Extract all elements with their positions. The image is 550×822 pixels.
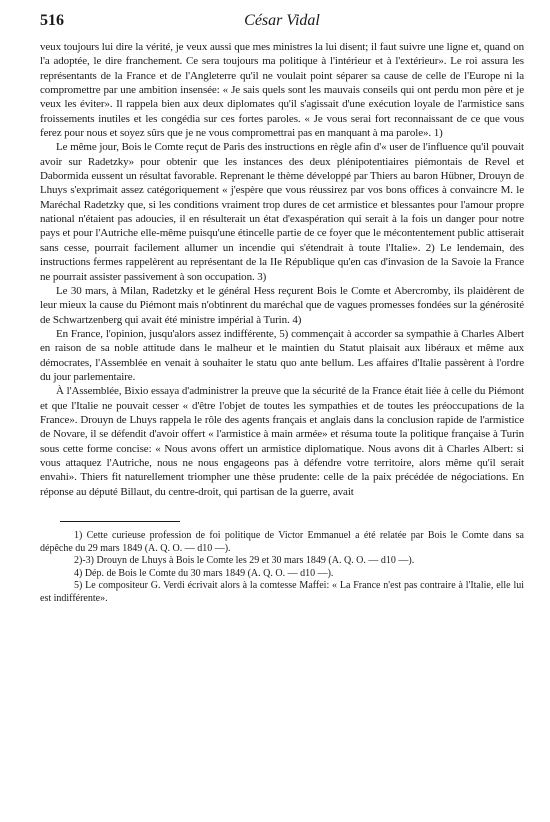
paragraph-5: À l'Assemblée, Bixio essaya d'administrer la preuve que la sécurité de la France était liée à celle du Piémont et que l'Italie ne pouvait cesser « d'être l'objet de toutes les sympathies et de toutes les préoccupations de la France». Drouyn de Lhuys rappela le rôle des agents français et anglais dans la conclusion rapide de l'armistice de Novare, il se défendit d'avoir offert « l'armistice à main armée» et résuma toute la politique française à Turin sous cette forme concise: « Nous avons offert un armistice diplomatique. Nous avons dit à Charles Albert: si vous attaquez l'Autriche, nous ne nous engageons pas à défendre votre territoire, alors même qu'il serait envahi». Thiers fit naturellement triompher une thèse prudente: celle de la paix précédée de négociations. En réponse au député Billaut, du centre-droit, qui partisan de la guerre, avait [40, 385, 524, 498]
running-title: César Vidal [244, 12, 320, 29]
paragraph-3: Le 30 mars, à Milan, Radetzky et le général Hess reçurent Bois le Comte et Abercromby, ils plaidèrent de leur mieux la cause du Piémont mais n'obtinrent du maréchal que de vagues promesses fondées sur la générosité de Schwartzenberg qui avait été ministre impérial à Turin. 4) [40, 284, 524, 326]
footnote-divider [60, 521, 180, 522]
footnotes [40, 530, 524, 606]
footnote-5: 5) Le compositeur G. Verdi écrivait alors à la comtesse Maffei: « La France n'est pas contraire à l'Italie, elle lui est indifférente». [40, 580, 524, 604]
page-number: 516 [40, 12, 64, 29]
paragraph-2: Le même jour, Bois le Comte reçut de Paris des instructions en règle afin d'« user de l'influence qu'il pouvait avoir sur Radetzky» pour obtenir que les instances des deux plénipotentiaires piémontais de Revel et Dabormida eussent un résultat favorable. Reprenant le thème développé par Thiers au baron Hübner, Drouyn de Lhuys s'exprimait assez catégoriquement « j'espère que vous réussirez par vos bons offices à convaincre M. le Maréchal Radetzky que, si les conditions vraiment trop dures de cet armistice et blessantes pour l'amour propre national n'étaient pas adoucies, il en résulterait un état d'exaspération qui serait à la fois un danger pour notre pays et pour l'Autriche elle-même puisqu'une étincelle partie de ce foyer que le mécontentement public attiserait sans cesse, pourrait facilement allumer un incendie qui s'étendrait à toute l'Italie». 2) Le lendemain, des instructions fermes rappelèrent au représentant de la IIe République qu'en cas d'invasion de la Savoie la France ne pourrait assister passivement à son occupation. 3) [40, 141, 524, 283]
footnote-1: 1) Cette curieuse profession de foi politique de Victor Emmanuel a été relatée par Bois le Comte dans sa dépêche du 29 mars 1849 (A. Q. O. — d10 —). [40, 530, 524, 554]
paragraph-4: En France, l'opinion, jusqu'alors assez indifférente, 5) commençait à accorder sa sympathie à Charles Albert en raison de sa noble attitude dans le malheur et le maintien du Statut plaisait aux libéraux et même aux démocrates, l'Assemblée en venait à souhaiter le statu quo ante bellum. Les affaires d'Italie passèrent à l'ordre du jour parlementaire. [40, 327, 524, 383]
page-header [40, 12, 524, 34]
footnote-2-3: 2)-3) Drouyn de Lhuys à Bois le Comte les 29 et 30 mars 1849 (A. Q. O. — d10 —). [74, 555, 415, 567]
body-text [40, 40, 524, 499]
footnote-4: 4) Dép. de Bois le Comte du 30 mars 1849 (A. Q. O. — d10 —). [74, 567, 334, 579]
paragraph-1: veux toujours lui dire la vérité, je veux aussi que mes ministres la lui disent; il faut suivre une ligne et, quand on l'a adoptée, le dire franchement. Ce sera toujours ma politique à l'intérieur et à l'extérieur». Le roi assura les représentants de la France et de l'Angleterre qu'il ne voulait point séparer sa cause de celle de l'Europe ni la compromettre par une ambition insensée: « Je sais quels sont les mauvais conseils qui ont perdu mon père et je veux les éviter». Il rappela bien aux deux diplomates qu'il s'agissait d'une exécution loyale de l'armistice sans froissements inutiles et les congédia sur ces fortes paroles. « Je vous serai fort reconnaissant de ce que vous ferez pour nous et soyez sûrs que je ne vous compromettrai pas en manquant à ma parole». 1) [40, 41, 524, 140]
